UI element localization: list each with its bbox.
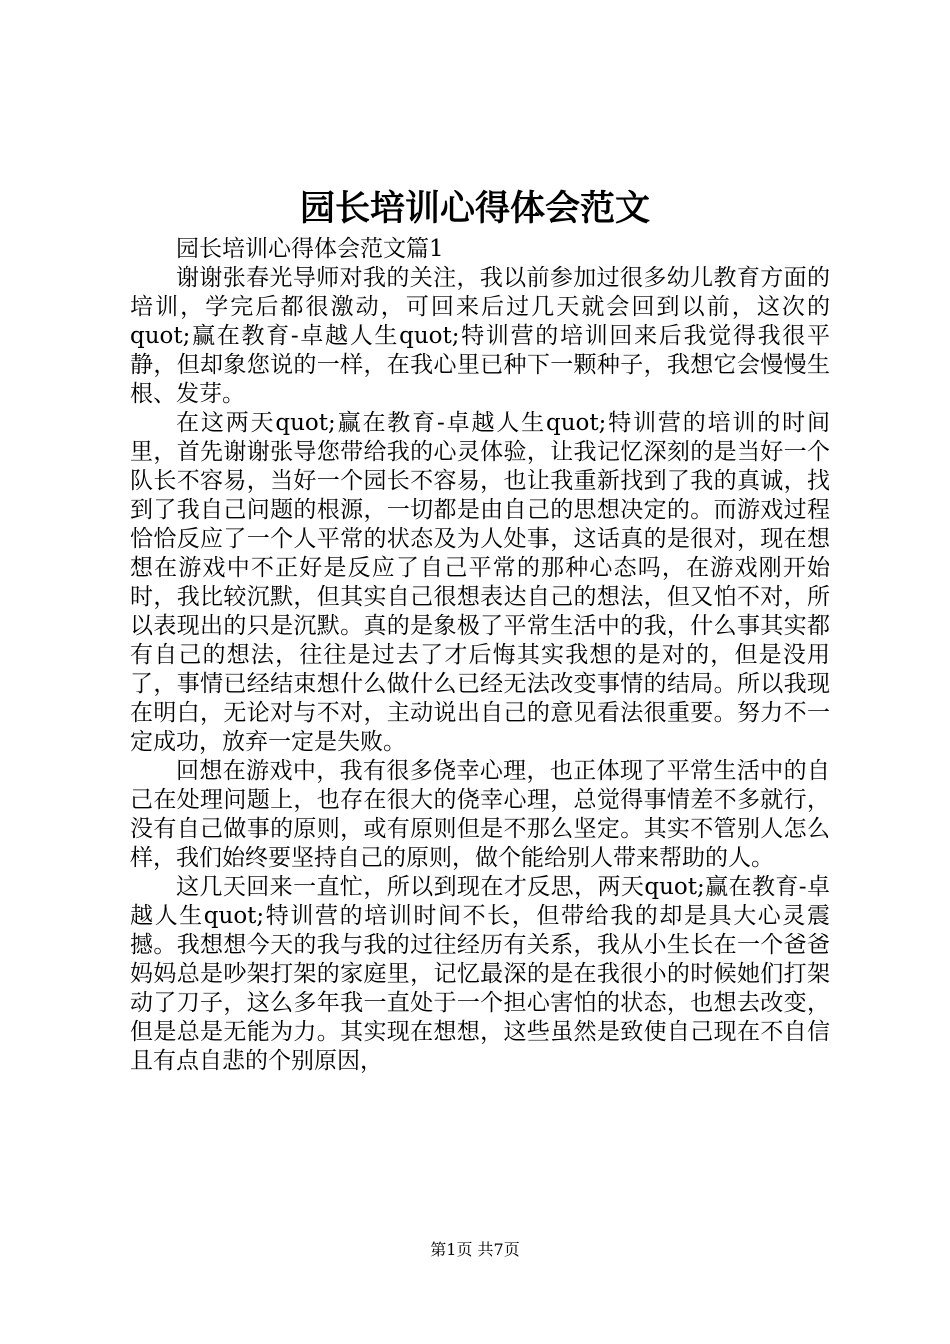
paragraph-2: 在这两天quot;赢在教育-卓越人生quot;特训营的培训的时间里，首先谢谢张导您带给我的心灵体验，让我记忆深刻的是当好一个队长不容易，当好一个园长不容易，也让我重新找到了我的真诚，找到了我自己问题的根源，一切都是由自己的思想决定的。而游戏过程恰恰反应了一个人平常的状态及为人处事，这话真的是很对，现在想想在游戏中不正好是反应了自己平常的那种心态吗，在游戏刚开始时，我比较沉默，但其实自己很想表达自己的想法，但又怕不对，所以表现出的只是沉默。真的是象极了平常生活中的我，什么事其实都有自己的想法，往往是过去了才后悔其实我想的是对的，但是没用了，事情已经结束想什么做什么已经无法改变事情的结局。所以我现在明白，无论对与不对，主动说出自己的意见看法很重要。努力不一定成功，放弃一定是失败。 [130,410,830,755]
page-footer: 第1页 共7页 [430,1240,520,1259]
paragraph-4: 这几天回来一直忙，所以到现在才反思，两天quot;赢在教育-卓越人生quot;特训营的培训时间不长，但带给我的却是具大心灵震撼。我想想今天的我与我的过往经历有关系，我从小生长在一个爸爸妈妈总是吵架打架的家庭里，记忆最深的是在我很小的时候她们打架动了刀子，这么多年我一直处于一个担心害怕的状态，也想去改变，但是总是无能为力。其实现在想想，这些虽然是致使自己现在不自信且有点自悲的个别原因， [130,874,830,1074]
paragraph-3: 回想在游戏中，我有很多侥幸心理，也正体现了平常生活中的自己在处理问题上，也存在很大的侥幸心理，总觉得事情差不多就行，没有自己做事的原则，或有原则但是不那么坚定。其实不管别人怎么样，我们始终要坚持自己的原则，做个能给别人带来帮助的人。 [130,758,830,871]
document-body [130,235,830,1076]
document-title: 园长培训心得体会范文 [299,188,650,229]
section-heading: 园长培训心得体会范文篇1 [176,236,444,262]
paragraph-1: 谢谢张春光导师对我的关注，我以前参加过很多幼儿教育方面的培训，学完后都很激动，可回来后过几天就会回到以前，这次的quot;赢在教育-卓越人生quot;特训营的培训回来后我觉得我很平静，但却象您说的一样，在我心里已种下一颗种子，我想它会慢慢生根、发芽。 [130,265,830,407]
